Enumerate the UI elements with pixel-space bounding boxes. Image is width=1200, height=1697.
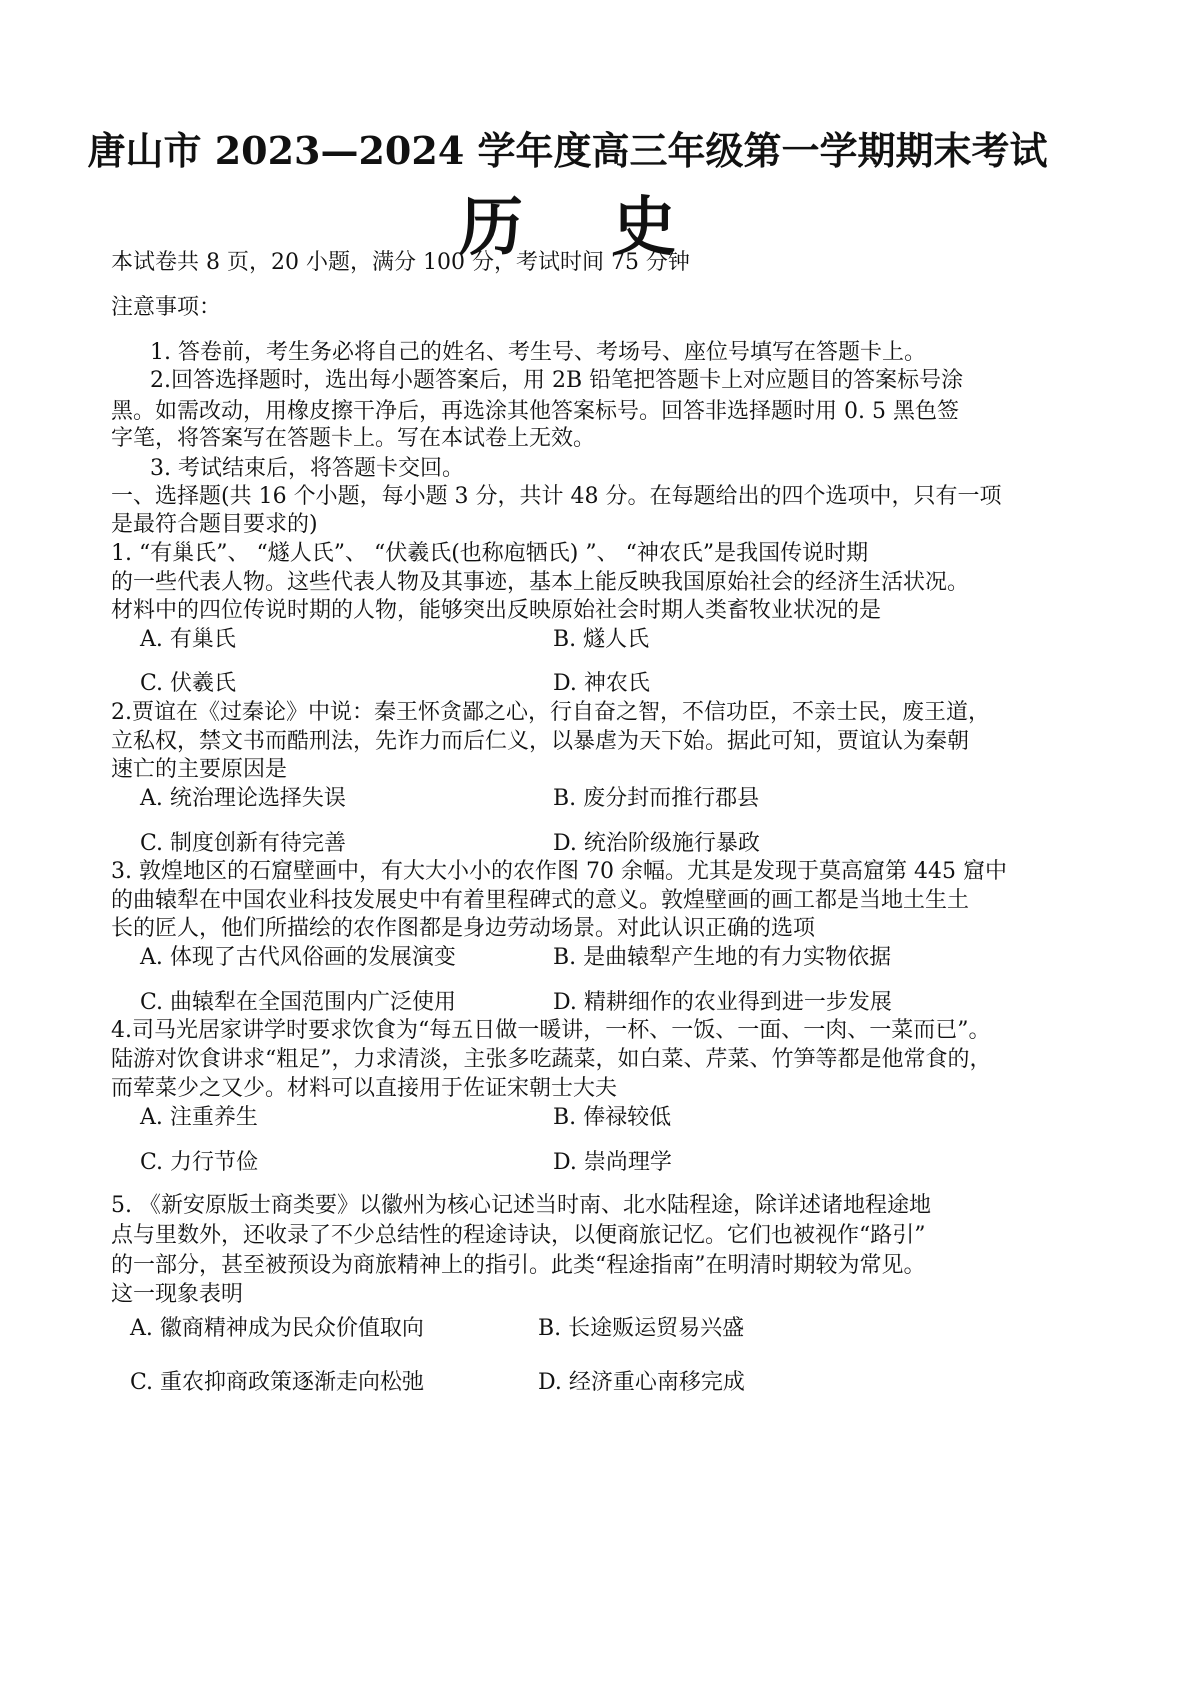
question-4-line-1: 4.司马光居家讲学时要求饮食为“每五日做一暖讲，一杯、一饭、一面、一肉、一菜而已”。 bbox=[111, 1018, 991, 1043]
question-1-line-2: 的一些代表人物。这些代表人物及其事迹，基本上能反映我国原始社会的经济生活状况。 bbox=[111, 570, 970, 595]
question-5-option-d[interactable]: D. 经济重心南移完成 bbox=[538, 1370, 745, 1395]
subject-title: 历 史 bbox=[458, 190, 677, 265]
exam-summary: 本试卷共 8 页，20 小题，满分 100 分，考试时间 75 分钟 bbox=[111, 250, 690, 275]
question-3-line-3: 长的匠人，他们所描绘的农作图都是身边劳动场景。对此认识正确的选项 bbox=[111, 916, 816, 941]
note-1: 1. 答卷前，考生务必将自己的姓名、考生号、考场号、座位号填写在答题卡上。 bbox=[150, 340, 926, 365]
question-2-option-b[interactable]: B. 废分封而推行郡县 bbox=[553, 786, 760, 811]
question-2-line-3: 速亡的主要原因是 bbox=[111, 757, 288, 782]
question-5-line-3: 的一部分，甚至被预设为商旅精神上的指引。此类“程途指南”在明清时期较为常见。 bbox=[111, 1253, 926, 1278]
question-1-option-d[interactable]: D. 神农氏 bbox=[553, 671, 650, 696]
exam-title: 唐山市 2023—2024 学年度高三年级第一学期期末考试 bbox=[87, 128, 1048, 173]
question-2-line-1: 2.贾谊在《过秦论》中说：秦王怀贪鄙之心，行自奋之智，不信功臣，不亲士民，废王道， bbox=[111, 700, 990, 725]
question-5-option-a[interactable]: A. 徽商精神成为民众价值取向 bbox=[130, 1316, 424, 1341]
question-2-option-c[interactable]: C. 制度创新有待完善 bbox=[140, 831, 347, 856]
question-4-option-a[interactable]: A. 注重养生 bbox=[140, 1105, 258, 1130]
question-5-line-4: 这一现象表明 bbox=[111, 1282, 244, 1307]
question-3-line-1: 3. 敦煌地区的石窟壁画中，有大大小小的农作图 70 余幅。尤其是发现于莫高窟第 445 窟中 bbox=[111, 859, 1007, 884]
question-3-option-b[interactable]: B. 是曲辕犁产生地的有力实物依据 bbox=[553, 945, 892, 970]
question-4-option-b[interactable]: B. 俸禄较低 bbox=[553, 1105, 672, 1130]
note-2-line-1: 2.回答选择题时，选出每小题答案后，用 2B 铅笔把答题卡上对应题目的答案标号涂 bbox=[150, 368, 964, 393]
section-heading-line-1: 一、选择题(共 16 个小题，每小题 3 分，共计 48 分。在每题给出的四个选项中，只有一项 bbox=[111, 484, 1002, 509]
question-1-option-a[interactable]: A. 有巢氏 bbox=[140, 627, 236, 652]
section-heading-line-2: 是最符合题目要求的) bbox=[111, 512, 318, 537]
question-4-option-d[interactable]: D. 崇尚理学 bbox=[553, 1150, 672, 1175]
question-5-option-c[interactable]: C. 重农抑商政策逐渐走向松弛 bbox=[130, 1370, 425, 1395]
question-1-line-3: 材料中的四位传说时期的人物，能够突出反映原始社会时期人类畜牧业状况的是 bbox=[111, 598, 882, 623]
question-2-option-a[interactable]: A. 统治理论选择失误 bbox=[140, 786, 346, 811]
note-2-line-3: 字笔，将答案写在答题卡上。写在本试卷上无效。 bbox=[111, 426, 596, 451]
question-5-line-1: 5. 《新安原版士商类要》以徽州为核心记述当时南、北水陆程途，除详述诸地程途地 bbox=[111, 1193, 931, 1218]
question-4-line-3: 而荤菜少之又少。材料可以直接用于佐证宋朝士大夫 bbox=[111, 1076, 618, 1101]
question-4-option-c[interactable]: C. 力行节俭 bbox=[140, 1150, 259, 1175]
question-3-line-2: 的曲辕犁在中国农业科技发展史中有着里程碑式的意义。敦煌壁画的画工都是当地土生土 bbox=[111, 888, 970, 913]
question-3-option-c[interactable]: C. 曲辕犁在全国范围内广泛使用 bbox=[140, 990, 457, 1015]
question-5-option-b[interactable]: B. 长途贩运贸易兴盛 bbox=[538, 1316, 745, 1341]
question-1-option-b[interactable]: B. 燧人氏 bbox=[553, 627, 650, 652]
notes-title: 注意事项： bbox=[111, 295, 222, 320]
question-3-option-a[interactable]: A. 体现了古代风俗画的发展演变 bbox=[140, 945, 456, 970]
question-1-line-1: 1. “有巢氏”、 “燧人氏”、 “伏羲氏(也称庖牺氏) ”、 “神农氏”是我国传说时期 bbox=[111, 541, 869, 566]
question-2-option-d[interactable]: D. 统治阶级施行暴政 bbox=[553, 831, 760, 856]
question-4-line-2: 陆游对饮食讲求“粗足”，力求清淡，主张多吃蔬菜，如白菜、芹菜、竹笋等都是他常食的， bbox=[111, 1047, 992, 1072]
note-3: 3. 考试结束后，将答题卡交回。 bbox=[150, 456, 464, 481]
question-3-option-d[interactable]: D. 精耕细作的农业得到进一步发展 bbox=[553, 990, 892, 1015]
question-5-line-2: 点与里数外，还收录了不少总结性的程途诗诀，以便商旅记忆。它们也被视作“路引” bbox=[111, 1223, 926, 1248]
question-1-option-c[interactable]: C. 伏羲氏 bbox=[140, 671, 237, 696]
note-2-line-2: 黑。如需改动，用橡皮擦干净后，再选涂其他答案标号。回答非选择题时用 0. 5 黑色签 bbox=[111, 399, 959, 424]
question-2-line-2: 立私权，禁文书而酷刑法，先诈力而后仁义，以暴虐为天下始。据此可知，贾谊认为秦朝 bbox=[111, 729, 970, 754]
